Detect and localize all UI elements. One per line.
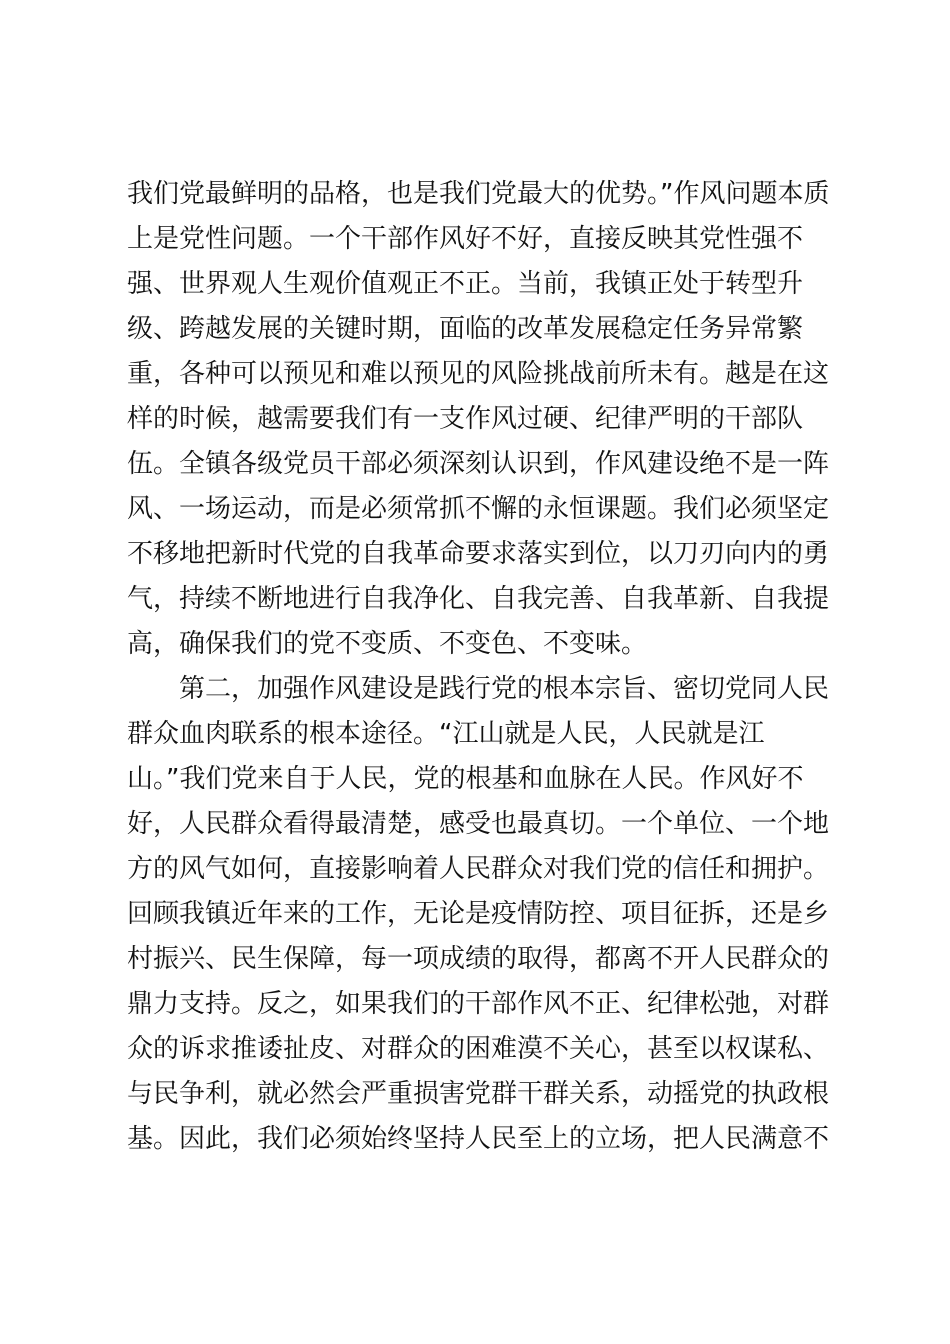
body-text [127, 172, 830, 1162]
text-line: 我们党最鲜明的品格，也是我们党最大的优势。”作风问题本质 [127, 179, 830, 209]
text-line: 好，人民群众看得最清楚，感受也最真切。一个单位、一个地 [127, 809, 830, 839]
text-line: 村振兴、民生保障，每一项成绩的取得，都离不开人民群众的 [127, 944, 830, 974]
text-line: 强、世界观人生观价值观正不正。当前，我镇正处于转型升 [127, 269, 804, 299]
text-line: 气，持续不断地进行自我净化、自我完善、自我革新、自我提 [127, 584, 830, 614]
text-line: 基。因此，我们必须始终坚持人民至上的立场，把人民满意不 [127, 1124, 830, 1154]
text-line: 鼎力支持。反之，如果我们的干部作风不正、纪律松弛，对群 [127, 989, 830, 1019]
paragraph-start-line: 第二，加强作风建设是践行党的根本宗旨、密切党同人民 [179, 674, 830, 704]
text-line: 风、一场运动，而是必须常抓不懈的永恒课题。我们必须坚定 [127, 494, 830, 524]
text-line: 样的时候，越需要我们有一支作风过硬、纪律严明的干部队 [127, 404, 804, 434]
text-line: 回顾我镇近年来的工作，无论是疫情防控、项目征拆，还是乡 [127, 899, 830, 929]
text-line: 上是党性问题。一个干部作风好不好，直接反映其党性强不 [127, 224, 804, 254]
text-line: 重，各种可以预见和难以预见的风险挑战前所未有。越是在这 [127, 359, 830, 389]
text-line: 不移地把新时代党的自我革命要求落实到位，以刀刃向内的勇 [127, 539, 830, 569]
text-line: 方的风气如何，直接影响着人民群众对我们党的信任和拥护。 [127, 854, 830, 884]
text-line: 高，确保我们的党不变质、不变色、不变味。 [127, 629, 648, 659]
text-line: 群众血肉联系的根本途径。“江山就是人民，人民就是江 [127, 719, 765, 749]
text-line: 众的诉求推诿扯皮、对群众的困难漠不关心，甚至以权谋私、 [127, 1034, 830, 1064]
text-line: 级、跨越发展的关键时期，面临的改革发展稳定任务异常繁 [127, 314, 804, 344]
text-line: 伍。全镇各级党员干部必须深刻认识到，作风建设绝不是一阵 [127, 449, 830, 479]
text-line: 山。”我们党来自于人民，党的根基和血脉在人民。作风好不 [127, 764, 804, 794]
text-line: 与民争利，就必然会严重损害党群干群关系，动摇党的执政根 [127, 1079, 830, 1109]
